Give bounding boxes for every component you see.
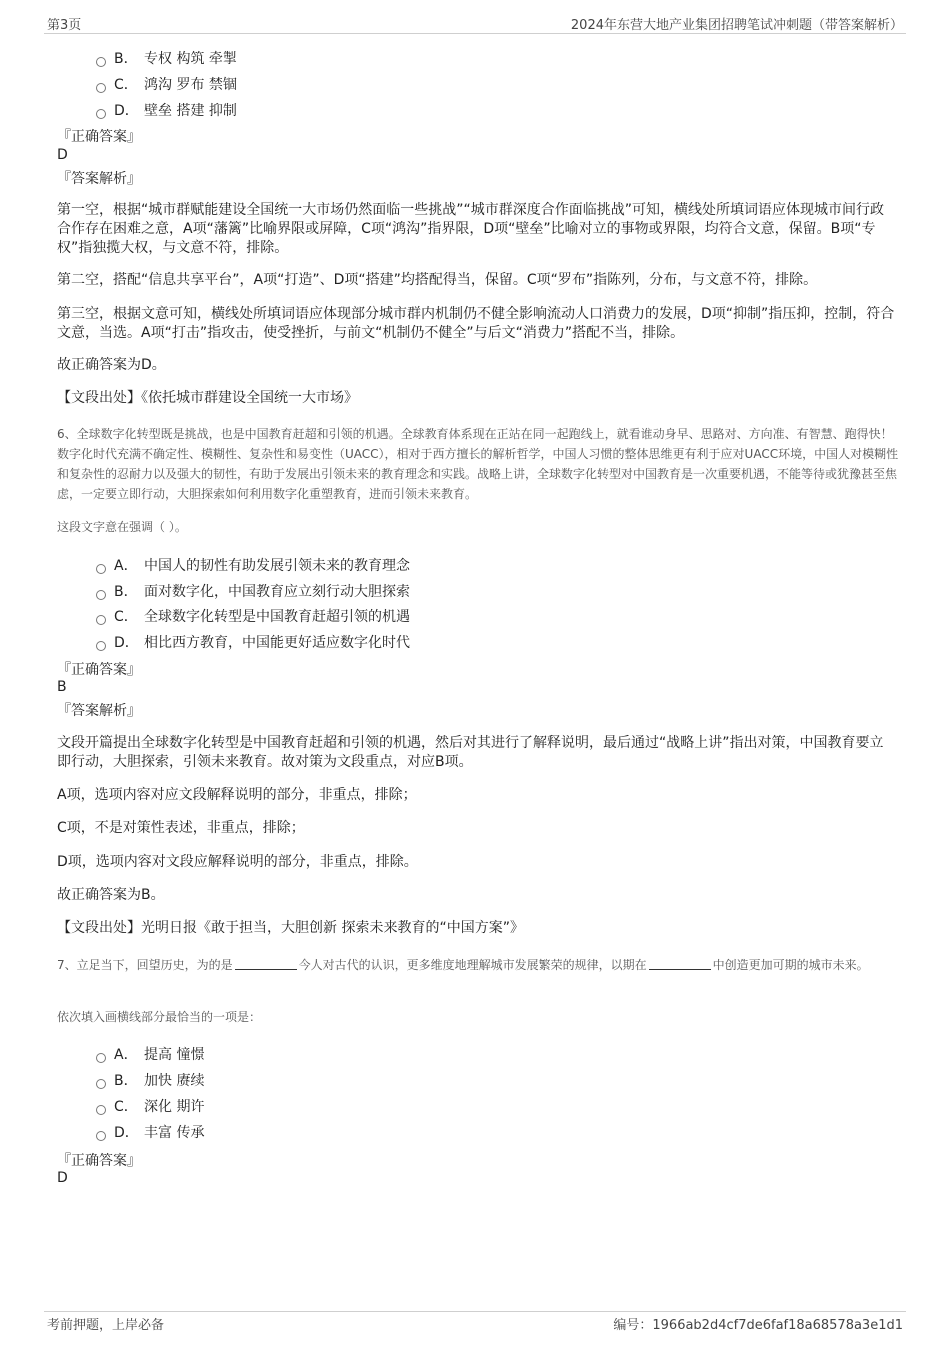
radio-icon[interactable] — [96, 109, 106, 119]
q6-question: 6、全球数字化转型既是挑战，也是中国教育赶超和引领的机遇。全球教育体系现在正站在同一起跑线上，就看谁动身早、思路对、方向准、有智慧、跑得快！数字化时代充满不确定性、模糊性、复杂性和易变性（UACC），相对于西方擅长的解析哲学，中国人习惯的整体思维更有利于应对UACC环境，中国人对模糊性和复杂性的忍耐力以及强大的韧性，有助于发展出引领未来的教育理念和实践。战略上讲，全球数字化转型对中国教育是一次重要机遇，不能等待或犹豫甚至焦虑，一定要立即行动，大胆探索如何利用数字化重塑教育，进而引领未来教育。 — [57, 427, 899, 501]
radio-icon[interactable] — [96, 564, 106, 574]
q7-option-a[interactable]: A． 提高 憧憬 — [96, 1044, 204, 1064]
radio-icon[interactable] — [96, 1053, 106, 1063]
q6-option-a[interactable]: A． 中国人的韧性有助发展引领未来的教育理念 — [96, 555, 410, 575]
q6-analysis-paragraph: C项，不是对策性表述，非重点，排除； — [57, 820, 305, 836]
radio-icon[interactable] — [96, 57, 106, 67]
q7-question: 7、立足当下，回望历史，为的是 今人对古代的认识，更多维度地理解城市发展繁荣的规律，以期在 中创造更加可期的城市未来。 — [57, 958, 869, 972]
q7-prompt: 依次填入画横线部分最恰当的一项是： — [57, 1010, 262, 1024]
q5-option-d[interactable]: D． 壁垒 搭建 抑制 — [96, 100, 237, 120]
q5-analysis-paragraph: 第一空，根据“城市群赋能建设全国统一大市场仍然面临一些挑战”“城市群深度合作面临挑战”可知，横线处所填词语应体现城市间行政合作存在困难之意，A项“藩篱”比喻界限或屏障，C项“鸿沟”指界限，D项“壁垒”比喻对立的事物或界限，均符合文意，保留。B项“专权”指独揽大权，与文意不符，排除。 — [57, 202, 885, 256]
q7-option-b[interactable]: B． 加快 赓续 — [96, 1070, 204, 1090]
q7-option-d[interactable]: D． 丰富 传承 — [96, 1122, 204, 1142]
q5-conclusion: 故正确答案为D。 — [57, 357, 166, 373]
q5-option-b[interactable]: B． 专权 构筑 牵掣 — [96, 48, 237, 68]
q6-analysis-label: 『答案解析』 — [57, 703, 141, 719]
document-title: 2024年东营大地产业集团招聘笔试冲刺题（带答案解析） — [570, 18, 903, 33]
radio-icon[interactable] — [96, 1105, 106, 1115]
q6-answer-label: 『正确答案』 — [57, 662, 141, 678]
q5-answer-label: 『正确答案』 — [57, 129, 141, 145]
q6-option-b[interactable]: B． 面对数字化，中国教育应立刻行动大胆探索 — [96, 581, 410, 601]
radio-icon[interactable] — [96, 1079, 106, 1089]
q6-analysis-paragraph: A项，选项内容对应文段解释说明的部分，非重点，排除； — [57, 787, 417, 803]
q5-source: 【文段出处】《依托城市群建设全国统一大市场》 — [57, 390, 358, 406]
footer-divider — [44, 1311, 906, 1312]
radio-icon[interactable] — [96, 615, 106, 625]
document-id: 编号：1966ab2d4cf7de6faf18a68578a3e1d1 — [613, 1318, 903, 1333]
q7-option-c[interactable]: C． 深化 期许 — [96, 1096, 204, 1116]
q6-prompt: 这段文字意在强调（ ）。 — [57, 520, 187, 534]
fill-blank — [649, 957, 711, 970]
q6-source: 【文段出处】光明日报《敢于担当，大胆创新 探索未来教育的“中国方案”》 — [57, 920, 524, 936]
q6-option-d[interactable]: D． 相比西方教育，中国能更好适应数字化时代 — [96, 632, 410, 652]
header-divider — [44, 33, 906, 34]
q6-analysis-paragraph: 文段开篇提出全球数字化转型是中国教育赶超和引领的机遇，然后对其进行了解释说明，最后通过“战略上讲”指出对策，中国教育要立即行动，大胆探索，引领未来教育。故对策为文段重点，对应B项。 — [57, 735, 884, 770]
q6-answer: B — [57, 679, 67, 695]
radio-icon[interactable] — [96, 641, 106, 651]
q5-analysis-label: 『答案解析』 — [57, 171, 141, 187]
radio-icon[interactable] — [96, 83, 106, 93]
q5-option-c[interactable]: C． 鸿沟 罗布 禁锢 — [96, 74, 237, 94]
q5-analysis-paragraph: 第二空，搭配“信息共享平台”，A项“打造”、D项“搭建”均搭配得当，保留。C项“罗布”指陈列，分布，与文意不符，排除。 — [57, 272, 818, 288]
footer-slogan: 考前押题，上岸必备 — [47, 1318, 165, 1333]
fill-blank — [235, 957, 297, 970]
page-number: 第3页 — [47, 18, 82, 33]
radio-icon[interactable] — [96, 590, 106, 600]
q6-option-c[interactable]: C． 全球数字化转型是中国教育赶超引领的机遇 — [96, 606, 410, 626]
q7-answer: D — [57, 1170, 68, 1186]
q6-analysis-paragraph: D项，选项内容对文段应解释说明的部分，非重点，排除。 — [57, 854, 418, 870]
q5-answer: D — [57, 147, 68, 163]
radio-icon[interactable] — [96, 1131, 106, 1141]
q5-analysis-paragraph: 第三空，根据文意可知，横线处所填词语应体现部分城市群内机制仍不健全影响流动人口消费力的发展，D项“抑制”指压抑，控制，符合文意，当选。A项“打击”指攻击，使受挫折，与前文“机制仍不健全”与后文“消费力”搭配不当，排除。 — [57, 306, 895, 341]
q7-answer-label: 『正确答案』 — [57, 1153, 141, 1169]
q6-conclusion: 故正确答案为B。 — [57, 887, 165, 903]
